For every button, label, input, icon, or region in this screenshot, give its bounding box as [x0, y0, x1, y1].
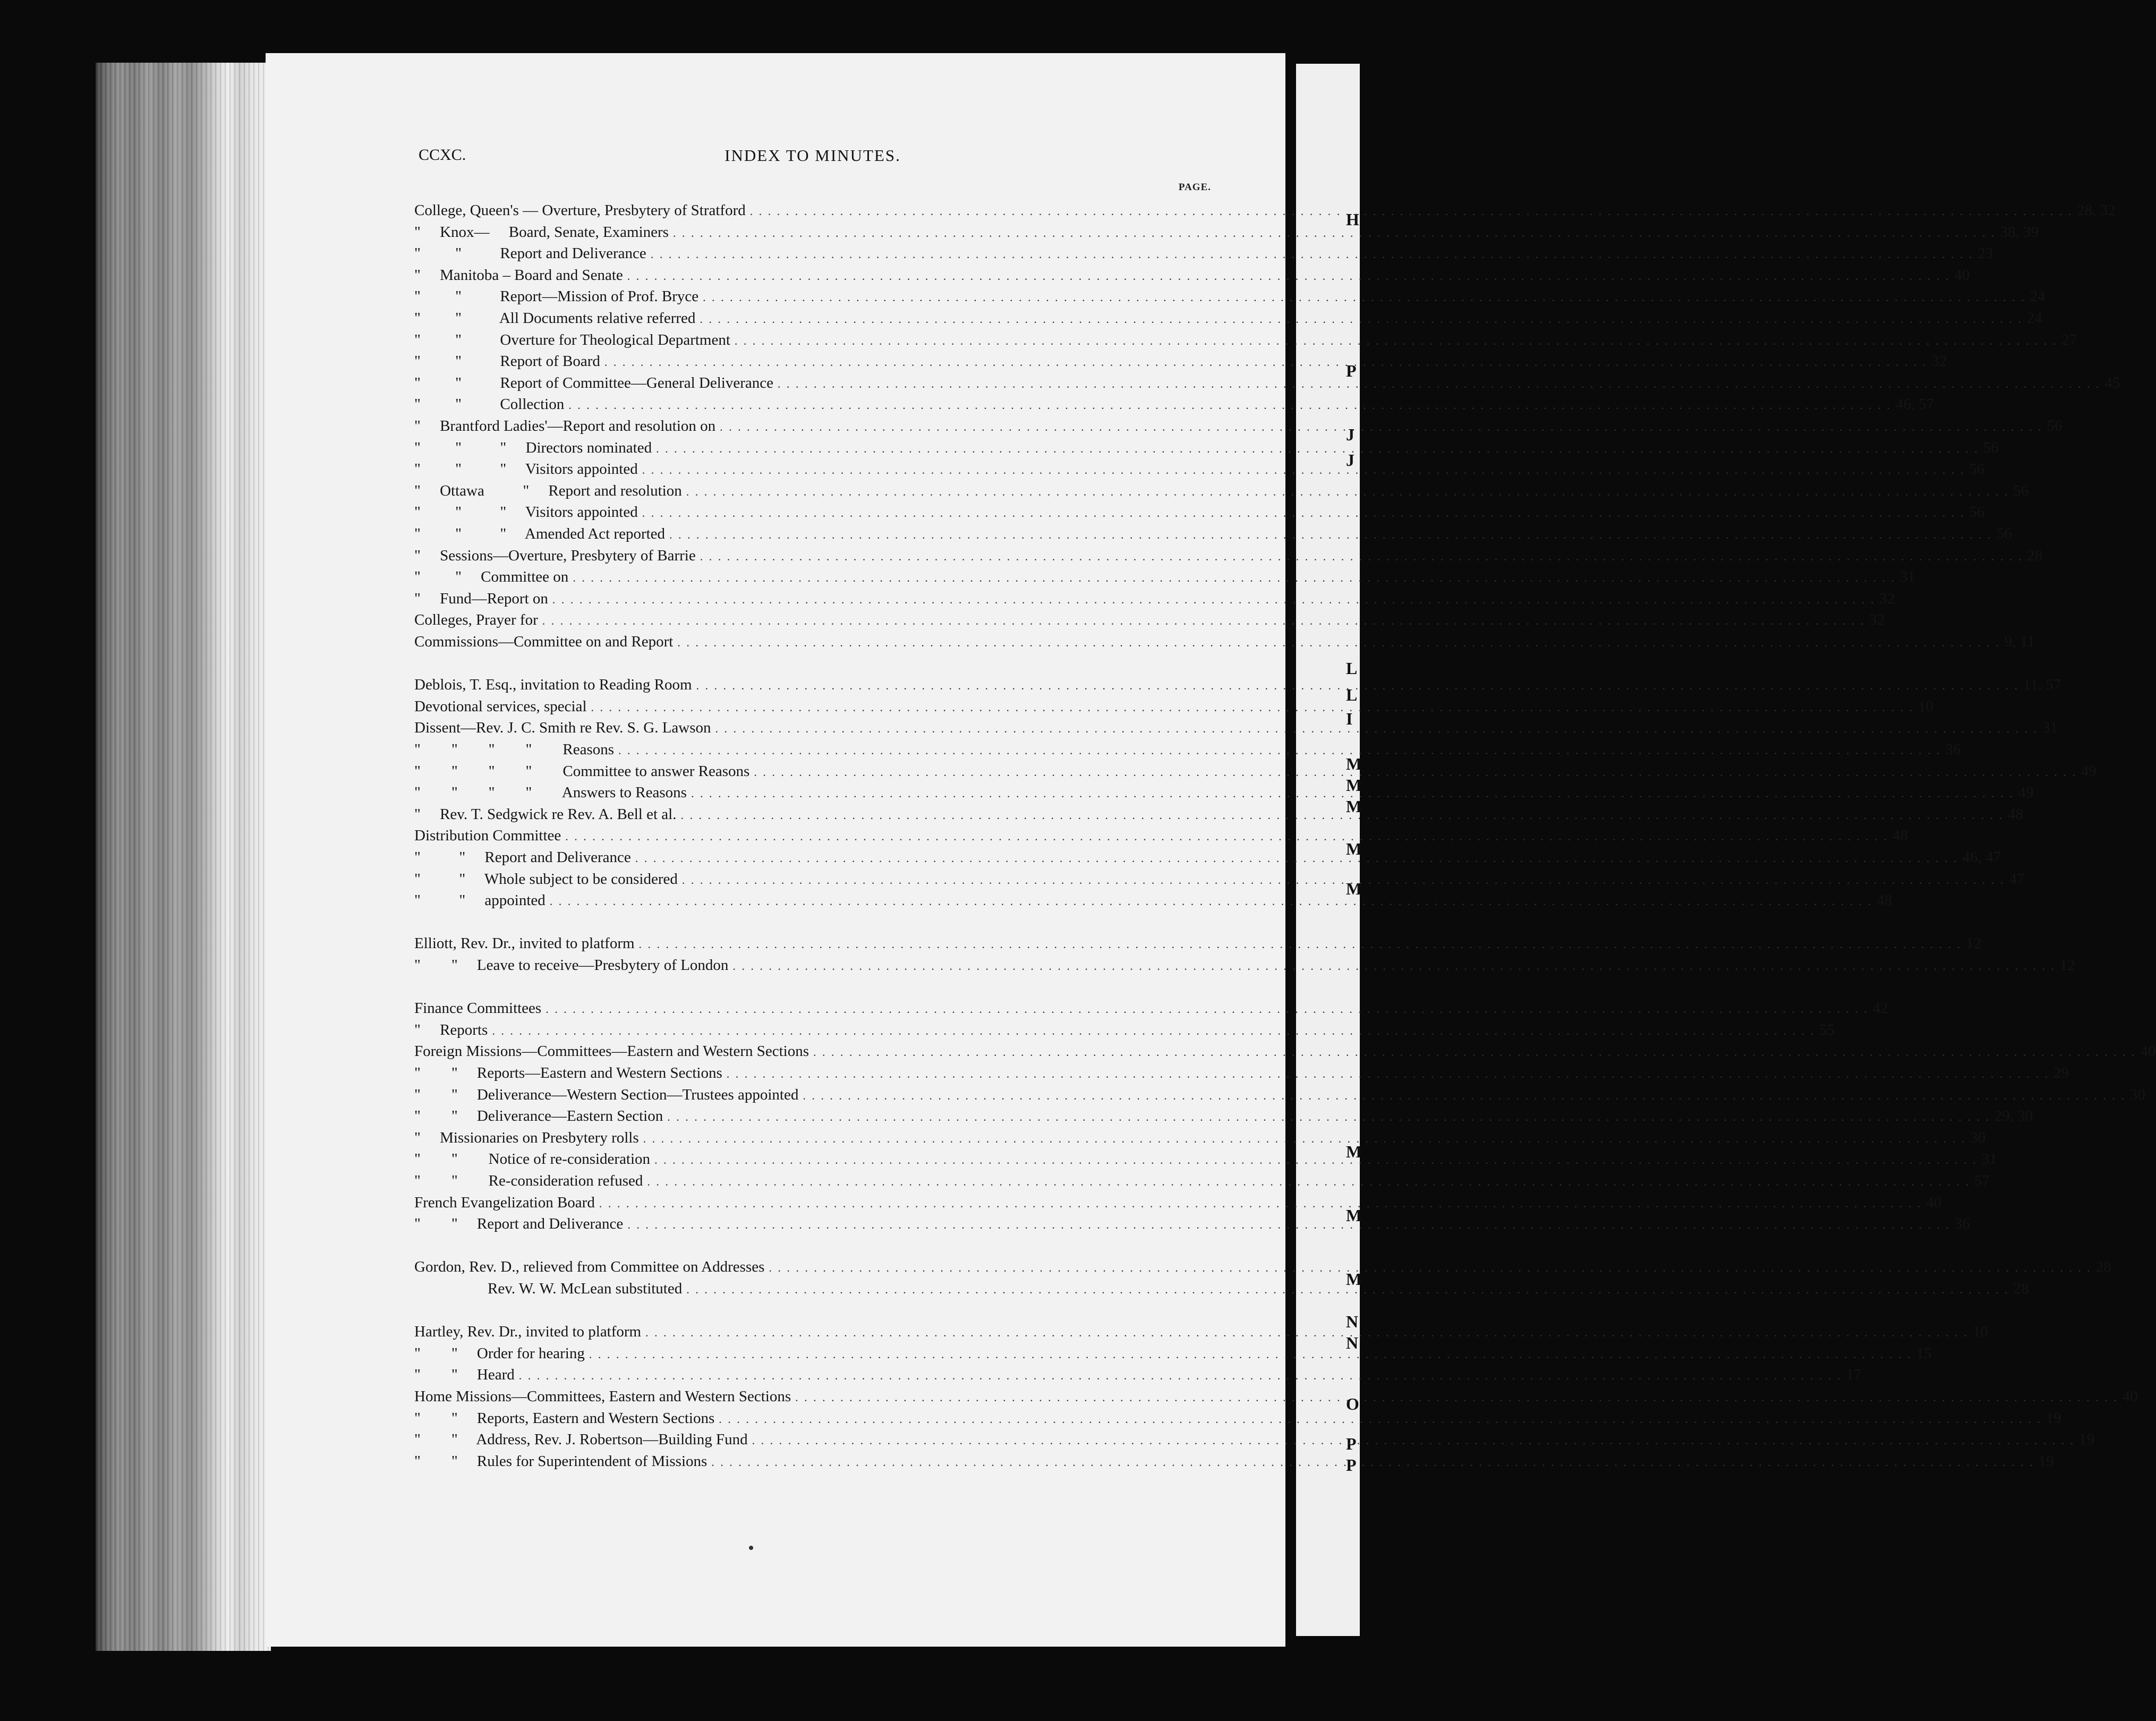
- entry-page-number: 40: [1926, 1194, 1942, 1211]
- entry-text: " " All Documents relative referred: [414, 310, 696, 327]
- entry-page-number: 24: [2026, 310, 2042, 327]
- entry-text: College, Queen's — Overture, Presbytery of Stratford: [414, 202, 746, 219]
- entry-text: Hartley, Rev. Dr., invited to platform: [414, 1323, 642, 1341]
- entry-page-number: 10: [1972, 1323, 1988, 1341]
- facing-page-letter: M: [1346, 879, 1362, 898]
- index-entry: [414, 1105, 2033, 1127]
- index-entry: [414, 1192, 1942, 1213]
- entry-text: " " Re-consideration refused: [414, 1172, 643, 1189]
- entry-page-number: 40: [1954, 266, 1970, 284]
- page-title: INDEX TO MINUTES.: [725, 146, 901, 165]
- entry-text: " " " Visitors appointed: [414, 461, 638, 478]
- entry-page-number: 49: [2081, 762, 2097, 780]
- entry-text: " " Report of Committee—General Deliverance: [414, 374, 773, 391]
- index-entry: [414, 609, 1885, 631]
- index-entry: [414, 933, 1982, 954]
- index-entry: [414, 825, 1908, 846]
- dot-leader: [778, 373, 2101, 395]
- entry-page-number: 32: [1931, 353, 1947, 370]
- index-entry: [414, 523, 2012, 544]
- entry-text: " " Deliverance—Western Section—Trustees appointed: [414, 1086, 799, 1103]
- facing-page-letter: M: [1346, 797, 1362, 816]
- facing-page-letter: O: [1346, 1394, 1359, 1413]
- dot-leader: [752, 1430, 2075, 1451]
- entry-text: " Ottawa " Report and resolution: [414, 482, 682, 499]
- index-entry: [414, 265, 1970, 286]
- index-entry: [414, 588, 1895, 609]
- dot-leader: [618, 740, 1941, 761]
- entry-text: " Fund—Report on: [414, 590, 548, 607]
- entry-page-number: 48: [1877, 892, 1893, 909]
- entry-page-number: 46, 57: [1895, 396, 1935, 413]
- entry-page-number: 32: [1869, 611, 1885, 629]
- dot-leader: [691, 783, 2014, 804]
- entry-page-number: 19: [2038, 1452, 2054, 1470]
- entry-text: Home Missions—Committees, Eastern and Western Sections: [414, 1388, 791, 1405]
- index-entry: [414, 1041, 2156, 1062]
- entry-text: " " Reports, Eastern and Western Sections: [414, 1409, 715, 1427]
- dot-leader: [573, 567, 1896, 589]
- index-entry: [414, 1084, 2145, 1105]
- entry-page-number: 28: [2013, 1280, 2029, 1297]
- dot-leader: [754, 762, 2077, 783]
- dot-leader: [680, 805, 2004, 826]
- index-entry: [414, 847, 2001, 868]
- dot-leader: [703, 287, 2026, 308]
- entry-text: " " Report and Deliverance: [414, 1215, 624, 1233]
- entry-text: " " Overture for Theological Department: [414, 331, 730, 348]
- entry-text: " Rev. T. Sedgwick re Rev. A. Bell et al.: [414, 805, 677, 823]
- dot-leader: [677, 632, 2000, 653]
- dot-leader: [654, 1149, 1978, 1171]
- dot-leader: [803, 1085, 2126, 1106]
- dot-leader: [656, 438, 1979, 459]
- index-entry: [414, 1451, 2054, 1472]
- entry-text: " Knox— Board, Senate, Examiners: [414, 223, 669, 241]
- index-entry: [414, 739, 1961, 760]
- dot-leader: [715, 718, 2039, 739]
- dot-leader: [519, 1365, 1842, 1386]
- entry-page-number: 47: [2009, 870, 2025, 888]
- index-entry: [414, 1364, 1862, 1385]
- entry-text: " " " " Answers to Reasons: [414, 784, 687, 802]
- index-entry: [414, 372, 2120, 394]
- dot-leader: [711, 1452, 2034, 1473]
- entry-page-number: 31: [1899, 568, 1915, 586]
- entry-page-number: 56: [1996, 525, 2012, 542]
- dot-leader: [769, 1257, 2092, 1279]
- entry-page-number: 36: [1945, 741, 1961, 758]
- entry-page-number: 11, 57: [2023, 676, 2061, 694]
- index-entry: [414, 286, 2046, 307]
- dot-leader: [546, 999, 1869, 1020]
- facing-page-letter: P: [1346, 1434, 1357, 1453]
- entry-page-number: 57: [1974, 1172, 1990, 1189]
- entry-page-number: 28: [2095, 1258, 2111, 1276]
- entry-text: " " Whole subject to be considered: [414, 870, 678, 888]
- entry-text: " " " Visitors appointed: [414, 504, 638, 521]
- facing-page-letter: I: [1346, 709, 1353, 728]
- index-entry: [414, 1062, 2069, 1084]
- entry-page-number: 56: [2013, 482, 2029, 499]
- entry-text: " " Report and Deliverance: [414, 245, 646, 262]
- facing-page-letter: L: [1346, 659, 1358, 678]
- dot-leader: [750, 201, 2073, 222]
- dot-leader: [719, 1409, 2042, 1430]
- dot-leader: [492, 1020, 1815, 1042]
- dot-leader: [682, 870, 2005, 891]
- entry-page-number: 19: [2046, 1409, 2061, 1427]
- ink-speck: [749, 1546, 753, 1550]
- index-entry: [414, 804, 2023, 825]
- index-entry: [414, 415, 2063, 437]
- dot-leader: [627, 1214, 1950, 1236]
- facing-page-letter: M: [1346, 1142, 1362, 1161]
- index-entry: [414, 545, 2043, 566]
- entry-text: Finance Committees: [414, 1000, 542, 1017]
- index-entry: [414, 566, 1915, 587]
- facing-page-letter: P: [1346, 361, 1357, 380]
- index-entry: [414, 480, 2029, 501]
- dot-leader: [591, 697, 1914, 718]
- facing-page-letter: J: [1346, 425, 1354, 444]
- entry-page-number: 27: [2061, 331, 2077, 348]
- dot-leader: [686, 1279, 2009, 1300]
- entry-text: " " Heard: [414, 1366, 515, 1384]
- entry-text: Commissions—Committee on and Report: [414, 633, 674, 650]
- entry-text: Dissent—Rev. J. C. Smith re Rev. S. G. Lawson: [414, 719, 711, 737]
- entry-page-number: 48: [2007, 805, 2023, 823]
- entry-text: " " Report—Mission of Prof. Bryce: [414, 288, 699, 305]
- entry-page-number: 10: [1918, 697, 1934, 715]
- entry-page-number: 30: [1970, 1129, 1986, 1146]
- entry-page-number: 31: [1981, 1151, 1997, 1168]
- dot-leader: [700, 546, 2023, 567]
- facing-page-letter: N: [1346, 1333, 1359, 1352]
- index-entry: [414, 394, 1935, 415]
- dot-leader: [735, 330, 2058, 352]
- facing-page-letter: M: [1346, 776, 1362, 795]
- index-entry: [414, 761, 2097, 782]
- dot-leader: [639, 934, 1962, 955]
- facing-page-letter: M: [1346, 1270, 1362, 1289]
- entry-page-number: 49: [2018, 784, 2034, 802]
- index-entry: [414, 782, 2034, 803]
- dot-leader: [645, 1322, 1968, 1343]
- entry-text: " " Rules for Superintendent of Missions: [414, 1452, 708, 1470]
- index-entry: [414, 1213, 1970, 1234]
- entry-text: Rev. W. W. McLean substituted: [488, 1280, 683, 1297]
- entry-text: Devotional services, special: [414, 697, 587, 715]
- facing-page-letter: M: [1346, 1206, 1362, 1225]
- entry-text: " " Leave to receive—Presbytery of London: [414, 957, 729, 974]
- dot-leader: [667, 1106, 1990, 1128]
- entry-page-number: 29, 30: [1994, 1107, 2033, 1125]
- page-column-label: PAGE.: [1178, 182, 1211, 193]
- entry-page-number: 28, 32: [2077, 202, 2116, 219]
- entry-page-number: 40: [2140, 1043, 2156, 1060]
- index-entry: [414, 717, 2058, 738]
- index-entry: [488, 1278, 2029, 1299]
- dot-leader: [542, 610, 1865, 632]
- entry-page-number: 40: [2122, 1388, 2138, 1405]
- facing-page-letter: L: [1346, 685, 1358, 704]
- dot-leader: [552, 589, 1876, 610]
- dot-leader: [813, 1042, 2136, 1063]
- index-entry: [414, 674, 2061, 695]
- entry-text: Foreign Missions—Committees—Eastern and Western Sections: [414, 1043, 809, 1060]
- index-entry: [414, 1127, 1986, 1148]
- index-entry: [414, 955, 2075, 976]
- entry-page-number: 56: [1969, 461, 1985, 478]
- dot-leader: [673, 223, 1996, 244]
- entry-text: French Evangelization Board: [414, 1194, 595, 1211]
- entry-text: " Manitoba – Board and Senate: [414, 266, 623, 284]
- index-entry: [414, 1429, 2095, 1450]
- entry-text: Gordon, Rev. D., relieved from Committee on Addresses: [414, 1258, 765, 1276]
- entry-page-number: 24: [2030, 288, 2046, 305]
- entry-text: " " " Directors nominated: [414, 439, 652, 456]
- entry-page-number: 32: [1879, 590, 1895, 607]
- entry-page-number: 56: [2047, 418, 2063, 434]
- dot-leader: [599, 1193, 1922, 1214]
- facing-page-letter: M: [1346, 839, 1362, 858]
- index-entry: [414, 1386, 2138, 1407]
- index-entry: [414, 308, 2042, 329]
- entry-text: " " " " Reasons: [414, 741, 615, 758]
- entry-page-number: 31: [2042, 719, 2058, 737]
- index-entry: [414, 1321, 1988, 1342]
- entry-text: " Sessions—Overture, Presbytery of Barrie: [414, 547, 696, 564]
- entry-page-number: 17: [1846, 1366, 1862, 1384]
- dot-leader: [642, 459, 1965, 481]
- entry-page-number: 15: [1916, 1344, 1932, 1362]
- entry-text: " " Committee on: [414, 568, 569, 586]
- entry-page-number: 19: [2079, 1431, 2095, 1449]
- dot-leader: [651, 244, 1974, 265]
- facing-page-letter: J: [1346, 450, 1354, 470]
- index-entry: [414, 1019, 1835, 1041]
- dot-leader: [568, 395, 1891, 416]
- facing-page-letter: P: [1346, 1455, 1357, 1475]
- index-entry: [414, 200, 2116, 221]
- index-entry: [414, 243, 1993, 264]
- index-entry: [414, 1408, 2061, 1429]
- entry-page-number: 12: [2059, 957, 2075, 974]
- entry-text: " " Deliverance—Eastern Section: [414, 1107, 663, 1125]
- dot-leader: [696, 675, 2019, 696]
- entry-text: Distribution Committee: [414, 827, 561, 845]
- index-entry: [414, 501, 1985, 523]
- index-entry: [414, 221, 2039, 243]
- index-entry: [414, 696, 1934, 717]
- index-entry: [414, 1170, 1990, 1191]
- index-entry: [414, 890, 1893, 911]
- dot-leader: [732, 956, 2056, 977]
- entry-text: " Reports: [414, 1021, 488, 1038]
- entry-text: " " " " Committee to answer Reasons: [414, 762, 750, 780]
- entry-text: " Missionaries on Presbytery rolls: [414, 1129, 639, 1146]
- entry-text: " " Notice of re-consideration: [414, 1151, 651, 1168]
- entry-page-number: 29: [2053, 1064, 2069, 1081]
- facing-page-letter: N: [1346, 1312, 1359, 1331]
- entry-text: " " Report of Board: [414, 353, 600, 370]
- index-entry: [414, 998, 1888, 1019]
- entry-page-number: 36: [1954, 1215, 1970, 1233]
- dot-leader: [720, 416, 2043, 438]
- index-entry: [414, 868, 2025, 890]
- entry-text: " " Reports—Eastern and Western Sections: [414, 1064, 722, 1081]
- dot-leader: [642, 502, 1965, 524]
- dot-leader: [635, 848, 1958, 869]
- dot-leader: [669, 524, 1992, 546]
- entry-text: " " Order for hearing: [414, 1344, 585, 1362]
- dot-leader: [686, 481, 2009, 502]
- entry-page-number: 12: [1966, 935, 1982, 952]
- entry-page-number: 30: [2129, 1086, 2145, 1103]
- entry-text: " " Address, Rev. J. Robertson—Building Fund: [414, 1431, 748, 1449]
- dot-leader: [604, 352, 1928, 373]
- page-folio: CCXC.: [419, 146, 466, 164]
- entry-page-number: 56: [1983, 439, 1999, 456]
- index-entry: [414, 1148, 1997, 1170]
- entry-page-number: 23: [1978, 245, 1993, 262]
- dot-leader: [643, 1128, 1966, 1149]
- entry-page-number: 48: [1892, 827, 1908, 845]
- entry-page-number: 38, 39: [2000, 223, 2039, 241]
- facing-page-letter: M: [1346, 754, 1362, 773]
- entry-text: " Brantford Ladies'—Report and resolution on: [414, 418, 716, 434]
- entry-text: " " appointed: [414, 892, 546, 909]
- dot-leader: [550, 891, 1873, 912]
- index-entry: [414, 631, 2035, 652]
- entry-page-number: 55: [1819, 1021, 1835, 1038]
- index-entry: [414, 329, 2077, 351]
- entry-page-number: 46, 47: [1962, 849, 2001, 866]
- facing-page-letter: H: [1346, 210, 1359, 229]
- entry-page-number: 9, 11: [2004, 633, 2035, 650]
- entry-text: " " " Amended Act reported: [414, 525, 666, 542]
- entry-text: Deblois, T. Esq., invitation to Reading Room: [414, 676, 692, 694]
- entry-text: Colleges, Prayer for: [414, 611, 538, 629]
- entry-page-number: 56: [1969, 504, 1985, 521]
- index-entry: [414, 1256, 2111, 1277]
- dot-leader: [727, 1063, 2050, 1085]
- dot-leader: [700, 309, 2023, 330]
- dot-leader: [647, 1171, 1970, 1192]
- dot-leader: [627, 266, 1950, 287]
- entry-page-number: 45: [2104, 374, 2120, 391]
- index-entry: [414, 1343, 1932, 1364]
- dot-leader: [565, 826, 1888, 847]
- index-entry: [414, 437, 1999, 458]
- index-entry: [414, 458, 1985, 480]
- dot-leader: [795, 1387, 2118, 1408]
- entry-page-number: 28: [2027, 547, 2043, 564]
- entry-page-number: 42: [1872, 1000, 1888, 1017]
- entry-text: Elliott, Rev. Dr., invited to platform: [414, 935, 635, 952]
- index-entry: [414, 351, 1947, 372]
- entry-text: " " Collection: [414, 396, 565, 413]
- entry-text: " " Report and Deliverance: [414, 849, 631, 866]
- dot-leader: [589, 1344, 1912, 1365]
